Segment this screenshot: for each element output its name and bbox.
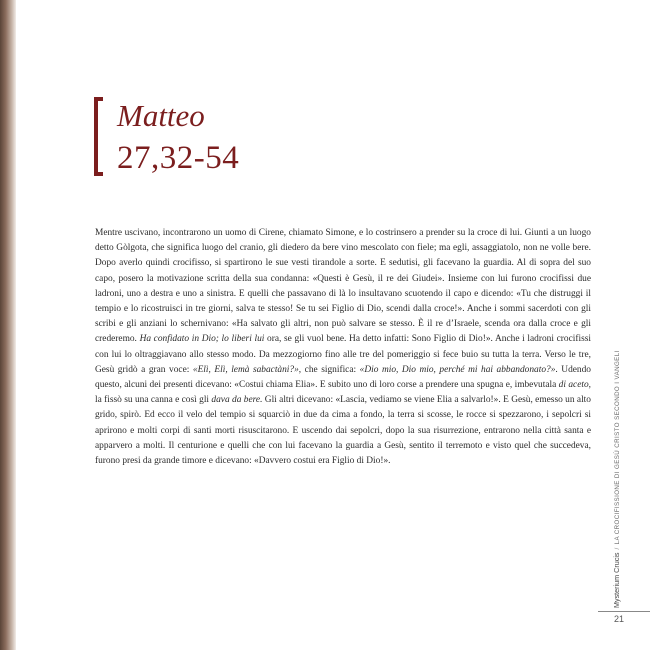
running-head-series: Mysterium Crucis bbox=[612, 552, 621, 608]
passage-segment: Mentre uscivano, incontrarono un uomo di Cirene, chiamato Simone, e lo costrinsero a prender su la croce di lui. Giunti a un luogo detto Gòlgota, che significa luogo del cranio, gli diedero da bere vino mescolato con fiele; ma egli, assaggiatolo, non ne volle bere. Dopo averlo quindi crocifisso, si spartirono le sue vesti tirandole a sorte. E sedutisi, gli facevano la guardia. Al di sopra del suo capo, posero la motivazione scritta della sua condanna: «Questi è Gesù, il re dei Giudei». Insieme con lui furono crocifissi due ladroni, uno a destra e uno a sinistra. E quelli che passavano di là lo insultavano scuotendo il capo e dicendo: «Tu che distruggi il tempio e lo ricostruisci in tre giorni, salva te stesso! Se tu sei Figlio di Dio, scendi dalla croce!». Anche i sommi sacerdoti con gli scribi e gli anziani lo schernivano: «Ha salvato gli altri, non può salvare se stesso. È il re d’Israele, scenda ora dalla croce e gli crederemo. bbox=[95, 228, 591, 345]
passage-segment-italic: Ha confidato in Dio; lo liberi lui bbox=[139, 334, 265, 345]
title-bracket-ornament bbox=[94, 97, 103, 176]
running-head-separator: / bbox=[614, 547, 621, 550]
book-gutter-edge bbox=[0, 0, 16, 650]
folio-rule bbox=[598, 611, 650, 612]
passage-segment-italic: dava da bere. bbox=[211, 395, 263, 406]
passage-segment: la fissò su una canna e così gli bbox=[95, 395, 212, 406]
passage-segment-italic: «Elì, Elì, lemà sabactàni?» bbox=[192, 364, 299, 375]
page-number: 21 bbox=[614, 614, 625, 624]
passage-segment: . Udendo questo, alcuni dei presenti dicevano: «Costui chiama Elia». E subito uno di loro corse a prendere una spugna e, imbevutala bbox=[95, 364, 591, 391]
running-head bbox=[612, 350, 621, 608]
passage-segment: ora, se gli vuol bene. Ha detto infatti: Sono Figlio di Dio!». Anche i ladroni crocifissi con lui lo oltraggiavano allo stesso modo. Da mezzogiorno fino alle tre del pomeriggio si fece buio su tutta la terra. Verso le tre, Gesù gridò a gran voce: bbox=[95, 334, 591, 375]
passage-segment-italic: «Dio mio, Dio mio, perché mi hai abbandonato?» bbox=[359, 364, 556, 375]
passage-segment: , che significa: bbox=[298, 364, 360, 375]
passage-text bbox=[95, 226, 591, 469]
passage-segment-italic: di aceto, bbox=[558, 380, 591, 391]
chapter-verse-reference: 27,32-54 bbox=[117, 140, 240, 176]
gospel-title: Matteo bbox=[117, 98, 205, 133]
running-head-subtitle: LA CROCIFISSIONE DI GESÙ CRISTO SECONDO I VANGELI bbox=[614, 350, 621, 545]
passage-segment: Gli altri dicevano: «Lascia, vediamo se viene Elia a salvarlo!». E Gesù, emesso un alto grido, spirò. Ed ecco il velo del tempio si squarciò in due da cima a fondo, la terra si scosse, le rocce si spezzarono, i sepolcri si aprirono e molti corpi di santi morti risuscitarono. E uscendo dai sepolcri, dopo la sua risurrezione, entrarono nella città santa e apparvero a molti. Il centurione e quelli che con lui facevano la guardia a Gesù, sentito il terremoto e visto quel che succedeva, furono presi da grande timore e dicevano: «Davvero costui era Figlio di Dio!». bbox=[95, 395, 591, 467]
